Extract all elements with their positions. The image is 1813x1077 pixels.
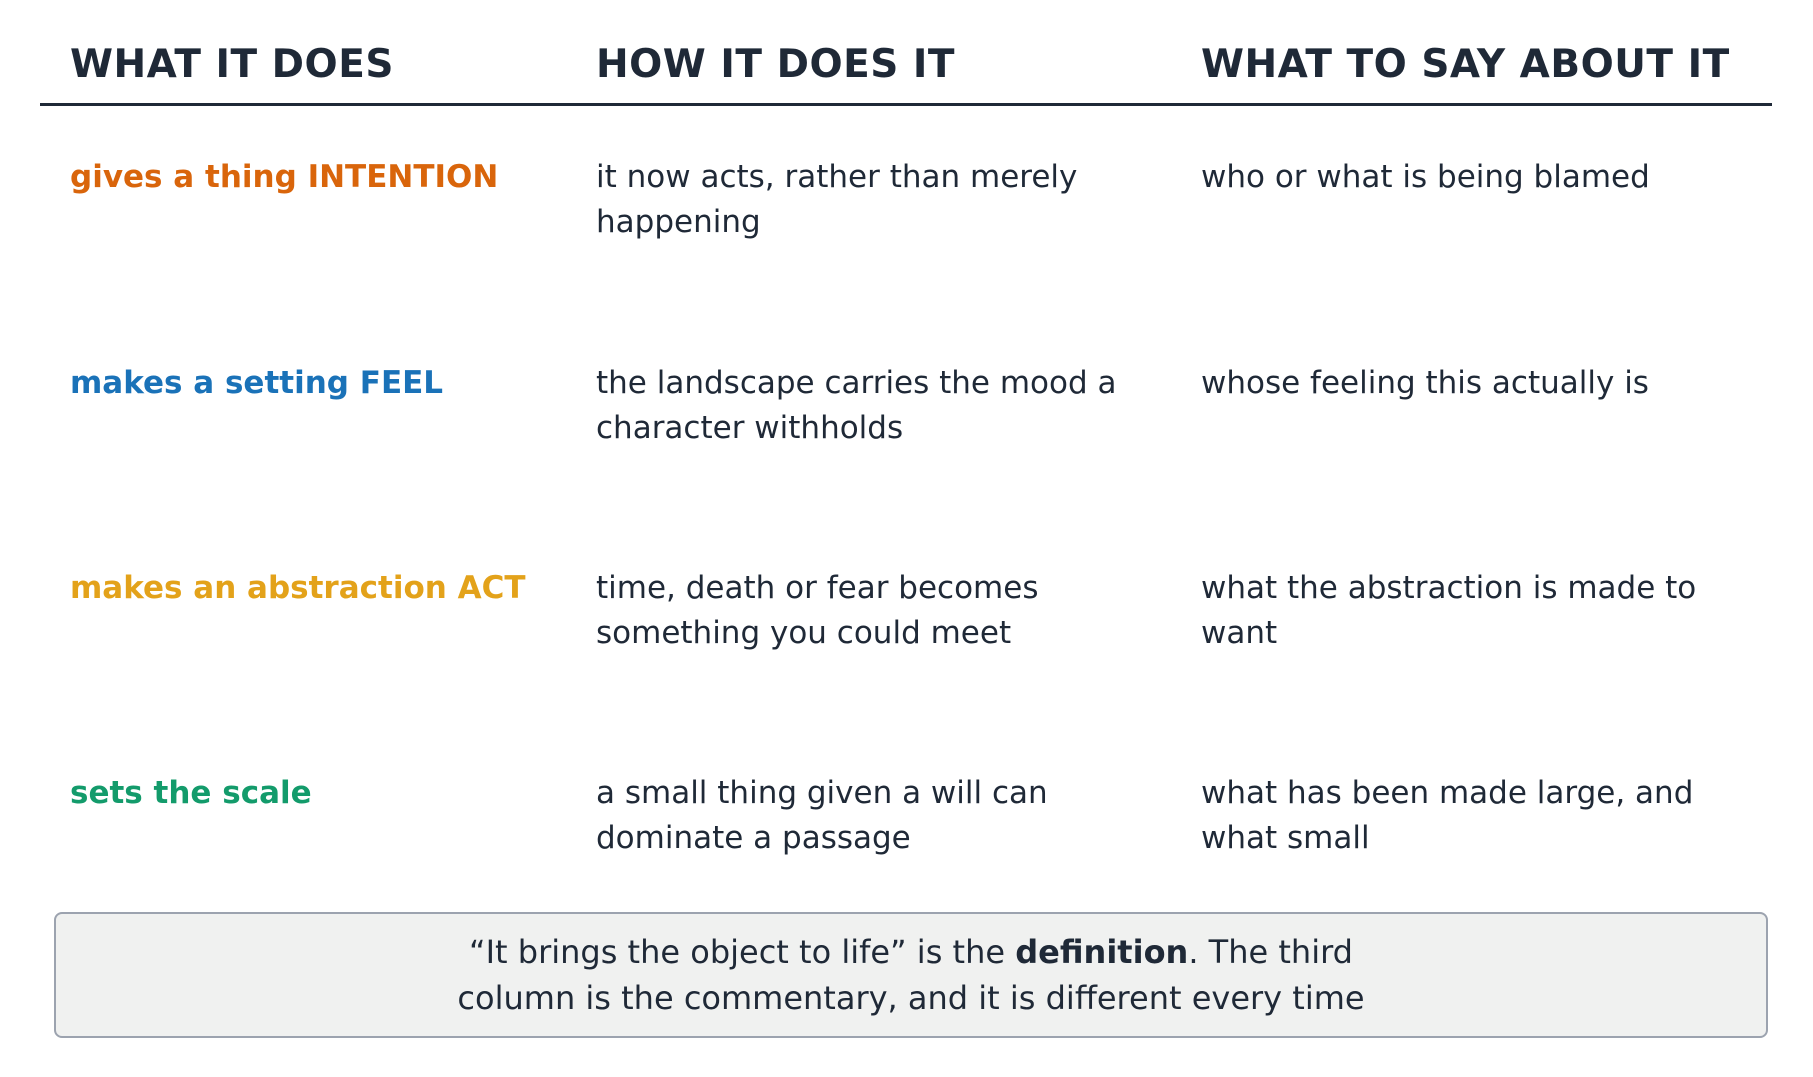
row-say: what the abstraction is made to want [1201,570,1697,651]
row-label: makes a setting FEEL [70,365,444,401]
callout-text-after: . The third column is the commentary, and it is different every time [457,933,1365,1017]
row-label: sets the scale [70,775,312,811]
callout-box [54,912,1768,1038]
table-row [0,566,1813,686]
row-label: makes an abstraction ACT [70,570,526,606]
callout-text [421,929,1401,1021]
header-divider [40,103,1772,106]
row-say: who or what is being blamed [1201,159,1650,195]
callout-text-before: “It brings the object to life” is the [469,933,1016,971]
row-say: what has been made large, and what small [1201,775,1694,856]
header-what-it-does: WHAT IT DOES [70,42,394,87]
header-what-to-say: WHAT TO SAY ABOUT IT [1201,42,1730,87]
table-header [0,42,1813,92]
row-say: whose feeling this actually is [1201,365,1649,401]
row-how: the landscape carries the mood a character withholds [596,365,1117,446]
table-row [0,771,1813,891]
header-how-it-does-it: HOW IT DOES IT [596,42,956,87]
row-label: gives a thing INTENTION [70,159,499,195]
table-row [0,361,1813,481]
row-how: time, death or fear becomes something you could meet [596,570,1039,651]
table-row [0,155,1813,275]
row-how: it now acts, rather than merely happening [596,159,1078,240]
callout-definition: definition [1015,933,1189,971]
row-how: a small thing given a will can dominate a passage [596,775,1048,856]
